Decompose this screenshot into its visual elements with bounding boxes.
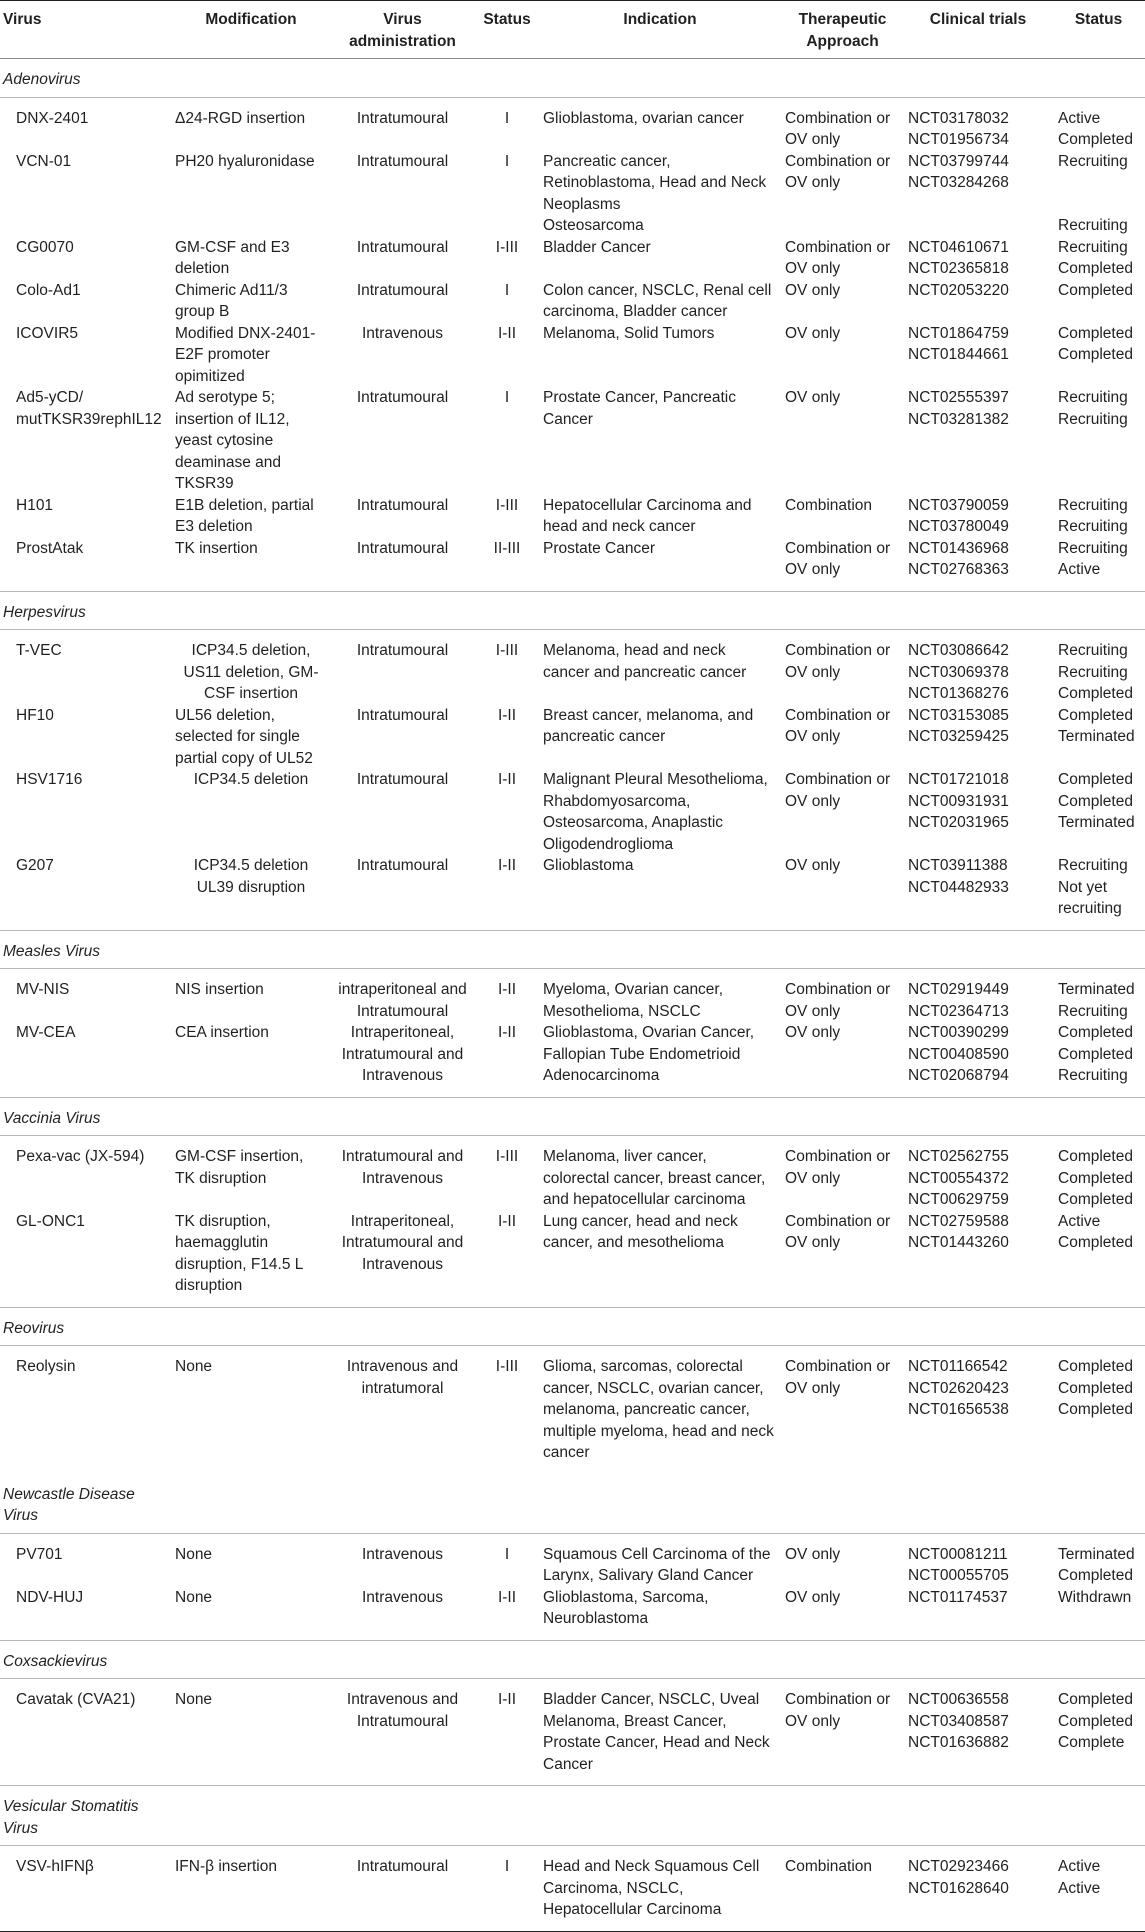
cell-modification: NIS insertion (172, 969, 330, 1023)
table-row (0, 1587, 1145, 1641)
cell-trial-status: Active Active (1052, 1846, 1145, 1932)
header-clinical-trials: Clinical trials (929, 11, 1027, 28)
cell-phase: II-III (493, 539, 521, 557)
cell-clinical-trials: NCT02759588 NCT01443260 (908, 1212, 1009, 1251)
table-row (0, 630, 1145, 705)
cell-administration: Intravenous and intratumoral (330, 1346, 475, 1474)
cell-indication: Melanoma, Solid Tumors (543, 324, 715, 342)
cell-therapeutic-approach: OV only (785, 857, 841, 874)
cell-therapeutic-approach: OV only (785, 389, 841, 406)
cell-virus: CG0070 (16, 238, 74, 256)
cell-virus: VSV-hIFNβ (0, 1846, 172, 1932)
cell-modification: Modified DNX-2401- E2F promoter opimitized (175, 324, 316, 385)
cell-administration: Intratumoural and Intravenous (330, 1136, 475, 1211)
cell-trial-status: Recruiting Active (1058, 539, 1128, 578)
cell-clinical-trials: NCT01436968 NCT02768363 (908, 539, 1009, 578)
cell-indication: Squamous Cell Carcinoma of the Larynx, Salivary Gland Cancer (539, 1533, 781, 1587)
cell-administration: Intraperitoneal, Intratumoural and Intravenous (341, 1024, 464, 1084)
cell-administration: Intratumoural (330, 97, 475, 151)
cell-therapeutic-approach: Combination or OV only (781, 1679, 904, 1786)
table-body (0, 59, 1145, 1932)
cell-trial-status: Completed Completed Recruiting (1058, 1024, 1133, 1084)
cell-virus: PV701 (0, 1533, 172, 1587)
cell-clinical-trials: NCT03086642 NCT03069378 NCT01368276 (904, 630, 1052, 705)
cell-modification: Ad serotype 5; insertion of IL12, yeast cytosine deaminase and TKSR39 (175, 389, 290, 492)
cell-virus: G207 (16, 857, 54, 874)
table-row (0, 323, 1145, 388)
cell-trial-status: Completed Completed Complete (1052, 1679, 1145, 1786)
cell-virus: GL-ONC1 (16, 1212, 85, 1230)
cell-therapeutic-approach: OV only (785, 1024, 841, 1041)
cell-clinical-trials: NCT00636558 NCT03408587 NCT01636882 (904, 1679, 1052, 1786)
cell-indication: Glioblastoma, Ovarian Cancer, Fallopian Tube Endometrioid Adenocarcinoma (543, 1024, 755, 1084)
cell-indication: Colon cancer, NSCLC, Renal cell carcinoma, Bladder cancer (543, 281, 772, 320)
cell-therapeutic-approach: Combination or OV only (781, 97, 904, 151)
cell-indication: Head and Neck Squamous Cell Carcinoma, NSCLC, Hepatocellular Carcinoma (539, 1846, 781, 1932)
cell-indication: Prostate Cancer, Pancreatic Cancer (543, 389, 736, 428)
cell-clinical-trials: NCT04610671 NCT02365818 (908, 238, 1009, 277)
cell-modification: None (175, 1588, 213, 1606)
cell-indication: Glioblastoma, ovarian cancer (539, 97, 781, 151)
cell-clinical-trials: NCT03178032 NCT01956734 (904, 97, 1052, 151)
cell-trial-status: Recruiting Not yet recruiting (1058, 857, 1128, 917)
cell-phase: I-III (475, 1136, 539, 1211)
table-row (0, 969, 1145, 1023)
cell-therapeutic-approach: Combination or OV only (785, 771, 891, 810)
cell-virus: Colo-Ad1 (16, 281, 81, 299)
cell-therapeutic-approach: OV only (785, 281, 841, 299)
cell-clinical-trials: NCT02053220 (908, 281, 1009, 299)
cell-therapeutic-approach: OV only (785, 1588, 841, 1606)
cell-modification: IFN-β insertion (172, 1846, 330, 1932)
cell-trial-status: Recruiting Recruiting (1058, 389, 1128, 428)
cell-modification: UL56 deletion, selected for single partial copy of UL52 (175, 706, 313, 767)
virus-family-row (0, 59, 1145, 98)
virus-family-row (0, 591, 1145, 630)
header-therapeutic-approach: Therapeutic Approach (798, 11, 887, 50)
virus-family-label: Herpesvirus (0, 591, 1145, 630)
cell-therapeutic-approach: Combination or OV only (785, 1212, 891, 1251)
cell-indication: Prostate Cancer (543, 539, 655, 557)
cell-therapeutic-approach: OV only (785, 324, 841, 342)
cell-indication: Malignant Pleural Mesothelioma, Rhabdomyosarcoma, Osteosarcoma, Anaplastic Oligodendroglioma (543, 771, 768, 853)
cell-indication: Melanoma, liver cancer, colorectal cancer, breast cancer, and hepatocellular carcinoma (539, 1136, 781, 1211)
cell-administration: Intratumoural (356, 771, 449, 788)
cell-clinical-trials: NCT01166542 NCT02620423 NCT01656538 (904, 1346, 1052, 1474)
cell-virus: MV-CEA (16, 1024, 76, 1041)
cell-phase: I-II (497, 857, 517, 874)
cell-virus: DNX-2401 (0, 97, 172, 151)
cell-trial-status: Recruiting Recruiting Completed (1052, 630, 1145, 705)
cell-indication: Bladder Cancer, NSCLC, Uveal Melanoma, Breast Cancer, Prostate Cancer, Head and Neck Cancer (539, 1679, 781, 1786)
cell-phase: I-II (497, 1588, 517, 1606)
virus-family-label: Coxsackievirus (0, 1640, 1145, 1679)
table-row (0, 1846, 1145, 1932)
cell-modification: ICP34.5 deletion (193, 771, 309, 788)
cell-phase: I (475, 97, 539, 151)
cell-indication: Hepatocellular Carcinoma and head and neck cancer (543, 496, 752, 535)
table-row (0, 1136, 1145, 1211)
cell-administration: Intratumoural (356, 706, 449, 724)
cell-phase: I-II (497, 771, 517, 788)
cell-administration: Intratumoural (356, 238, 449, 256)
cell-administration: Intravenous (362, 1588, 443, 1606)
cell-administration: Intratumoural (330, 1846, 475, 1932)
table-row (0, 387, 1145, 495)
cell-phase: I-III (495, 496, 519, 514)
cell-clinical-trials: NCT02555397 NCT03281382 (908, 389, 1009, 428)
cell-phase: I-II (497, 324, 517, 342)
virus-family-row (0, 930, 1145, 969)
table-row (0, 769, 1145, 855)
cell-trial-status: Completed (1058, 281, 1133, 299)
cell-modification: ICP34.5 deletion UL39 disruption (193, 857, 309, 896)
table-row (0, 855, 1145, 930)
table-row (0, 1211, 1145, 1308)
cell-modification: PH20 hyaluronidase (175, 152, 315, 170)
cell-phase: I (475, 1846, 539, 1932)
table-row (0, 1533, 1145, 1587)
cell-therapeutic-approach: Combination or OV only (781, 630, 904, 705)
cell-administration: Intratumoural (356, 281, 449, 299)
cell-clinical-trials: NCT02919449 NCT02364713 (904, 969, 1052, 1023)
cell-clinical-trials: NCT03153085 NCT03259425 (908, 706, 1009, 745)
cell-clinical-trials: NCT00081211 NCT00055705 (904, 1533, 1052, 1587)
cell-virus: T-VEC (0, 630, 172, 705)
cell-clinical-trials: NCT01864759 NCT01844661 (908, 324, 1009, 363)
cell-therapeutic-approach: Combination or OV only (785, 706, 891, 745)
cell-indication: Myeloma, Ovarian cancer, Mesothelioma, NSCLC (539, 969, 781, 1023)
cell-modification: E1B deletion, partial E3 deletion (175, 496, 314, 535)
cell-trial-status: Completed Completed Completed (1052, 1346, 1145, 1474)
cell-modification: CEA insertion (175, 1024, 269, 1041)
cell-modification: Δ24-RGD insertion (172, 97, 330, 151)
virus-family-label: Vesicular Stomatitis Virus (0, 1786, 1145, 1846)
cell-virus: MV-NIS (0, 969, 172, 1023)
cell-modification: None (172, 1679, 330, 1786)
cell-indication: Glioblastoma, Sarcoma, Neuroblastoma (543, 1588, 709, 1627)
cell-trial-status: Recruiting Recruiting (1058, 496, 1128, 535)
header-virus-administration: Virus administration (349, 11, 456, 50)
cell-administration: Intratumoural (356, 539, 449, 557)
cell-therapeutic-approach: OV only (781, 1533, 904, 1587)
table-row (0, 151, 1145, 237)
cell-modification: None (172, 1533, 330, 1587)
cell-phase: I-II (475, 969, 539, 1023)
table-row (0, 1346, 1145, 1474)
cell-therapeutic-approach: Combination or OV only (785, 238, 891, 277)
cell-phase: I (504, 281, 510, 299)
virus-family-row (0, 1474, 1145, 1534)
cell-phase: I-II (497, 1024, 517, 1041)
cell-indication: Bladder Cancer (543, 238, 651, 256)
virus-family-row (0, 1786, 1145, 1846)
header-status: Status (483, 11, 531, 28)
cell-trial-status: Completed Terminated (1058, 706, 1135, 745)
cell-administration: intraperitoneal and Intratumoural (330, 969, 475, 1023)
cell-modification: GM-CSF insertion, TK disruption (172, 1136, 330, 1211)
cell-clinical-trials: NCT03911388 NCT04482933 (908, 857, 1009, 896)
cell-trial-status: Recruiting Completed (1058, 238, 1133, 277)
table-row (0, 280, 1145, 323)
table-row (0, 538, 1145, 592)
cell-trial-status: Completed Completed Terminated (1058, 771, 1135, 831)
virus-family-label: Vaccinia Virus (0, 1097, 1145, 1136)
table-row (0, 237, 1145, 280)
cell-phase: I (504, 389, 510, 406)
cell-virus: ProstAtak (16, 539, 84, 557)
cell-modification: ICP34.5 deletion, US11 deletion, GM- CSF insertion (172, 630, 330, 705)
header-row (0, 1, 1145, 59)
cell-administration: Intratumoural (356, 496, 449, 514)
table-row (0, 1022, 1145, 1097)
cell-therapeutic-approach: Combination or OV only (781, 969, 904, 1023)
virus-family-label: Measles Virus (0, 930, 1145, 969)
cell-modification: GM-CSF and E3 deletion (175, 238, 290, 277)
virus-family-label: Adenovirus (3, 71, 81, 88)
cell-indication: Pancreatic cancer, Retinoblastoma, Head and Neck Neoplasms Osteosarcoma (543, 152, 767, 234)
cell-trial-status: Active Completed (1058, 1212, 1133, 1251)
cell-administration: Intraperitoneal, Intratumoural and Intravenous (341, 1212, 464, 1273)
cell-clinical-trials: NCT03790059 NCT03780049 (908, 496, 1009, 535)
cell-virus: NDV-HUJ (16, 1588, 84, 1606)
header-modification: Modification (205, 11, 297, 28)
cell-trial-status: Recruiting Recruiting (1058, 152, 1128, 234)
cell-trial-status: Completed Completed Completed (1052, 1136, 1145, 1211)
cell-indication: Glioblastoma (543, 857, 634, 874)
cell-virus: HSV1716 (16, 771, 83, 788)
cell-virus: H101 (16, 496, 54, 514)
cell-therapeutic-approach: Combination or OV only (785, 539, 891, 578)
cell-trial-status: Active Completed (1052, 97, 1145, 151)
cell-clinical-trials: NCT00390299 NCT00408590 NCT02068794 (908, 1024, 1009, 1084)
cell-phase: I (475, 1533, 539, 1587)
header-virus: Virus (3, 11, 42, 28)
cell-therapeutic-approach: Combination or OV only (781, 1136, 904, 1211)
cell-trial-status: Terminated Completed (1052, 1533, 1145, 1587)
cell-virus: Reolysin (0, 1346, 172, 1474)
cell-clinical-trials: NCT02923466 NCT01628640 (904, 1846, 1052, 1932)
cell-indication: Breast cancer, melanoma, and pancreatic cancer (543, 706, 754, 745)
cell-administration: Intravenous and Intratumoural (330, 1679, 475, 1786)
cell-modification: TK disruption, haemagglutin disruption, F14.5 L disruption (175, 1212, 304, 1294)
cell-phase: I-II (497, 1212, 517, 1230)
cell-phase: I (504, 152, 510, 170)
cell-virus: Cavatak (CVA21) (0, 1679, 172, 1786)
table-header (0, 1, 1145, 59)
cell-clinical-trials: NCT02562755 NCT00554372 NCT00629759 (904, 1136, 1052, 1211)
cell-virus: Pexa-vac (JX-594) (0, 1136, 172, 1211)
table-row (0, 705, 1145, 770)
cell-virus: VCN-01 (16, 152, 72, 170)
header-trial-status: Status (1074, 11, 1123, 28)
cell-clinical-trials: NCT03799744 NCT03284268 (908, 152, 1009, 191)
cell-administration: Intravenous (362, 324, 443, 342)
cell-administration: Intratumoural (356, 152, 449, 170)
table-row (0, 495, 1145, 538)
cell-administration: Intratumoural (356, 857, 449, 874)
cell-virus: ICOVIR5 (16, 324, 79, 342)
cell-clinical-trials: NCT01174537 (908, 1588, 1008, 1606)
table-row (0, 1679, 1145, 1786)
cell-indication: Lung cancer, head and neck cancer, and mesothelioma (543, 1212, 738, 1251)
cell-therapeutic-approach: Combination (781, 1846, 904, 1932)
virus-family-label: Newcastle Disease Virus (3, 1485, 135, 1524)
cell-phase: I-III (475, 630, 539, 705)
cell-modification: Chimeric Ad11/3 group B (175, 281, 288, 320)
cell-therapeutic-approach: Combination or OV only (781, 1346, 904, 1474)
cell-modification: None (172, 1346, 330, 1474)
cell-modification: TK insertion (175, 539, 258, 557)
virus-family-row (0, 1097, 1145, 1136)
cell-trial-status: Completed Completed (1058, 324, 1133, 363)
cell-therapeutic-approach: Combination or OV only (785, 152, 891, 191)
cell-clinical-trials: NCT01721018 NCT00931931 NCT02031965 (908, 771, 1009, 831)
cell-administration: Intravenous (330, 1533, 475, 1587)
cell-phase: I-II (497, 706, 517, 724)
virus-family-row (0, 1640, 1145, 1679)
cell-administration: Intratumoural (356, 389, 449, 406)
cell-virus: HF10 (16, 706, 54, 724)
cell-administration: Intratumoural (330, 630, 475, 705)
virus-family-label: Reovirus (0, 1307, 1145, 1346)
cell-virus: Ad5-yCD/ mutTKSR39rephIL12 (16, 389, 162, 428)
cell-trial-status: Terminated Recruiting (1052, 969, 1145, 1023)
table-row (0, 97, 1145, 151)
cell-phase: I-II (475, 1679, 539, 1786)
header-indication: Indication (623, 11, 697, 28)
virus-family-row (0, 1307, 1145, 1346)
cell-indication: Glioma, sarcomas, colorectal cancer, NSCLC, ovarian cancer, melanoma, pancreatic cancer, multiple myeloma, head and neck cancer (539, 1346, 781, 1474)
cell-trial-status: Withdrawn (1058, 1588, 1132, 1606)
cell-indication: Melanoma, head and neck cancer and pancreatic cancer (539, 630, 781, 705)
cell-phase: I-III (495, 238, 519, 256)
cell-therapeutic-approach: Combination (785, 496, 873, 514)
cell-phase: I-III (475, 1346, 539, 1474)
